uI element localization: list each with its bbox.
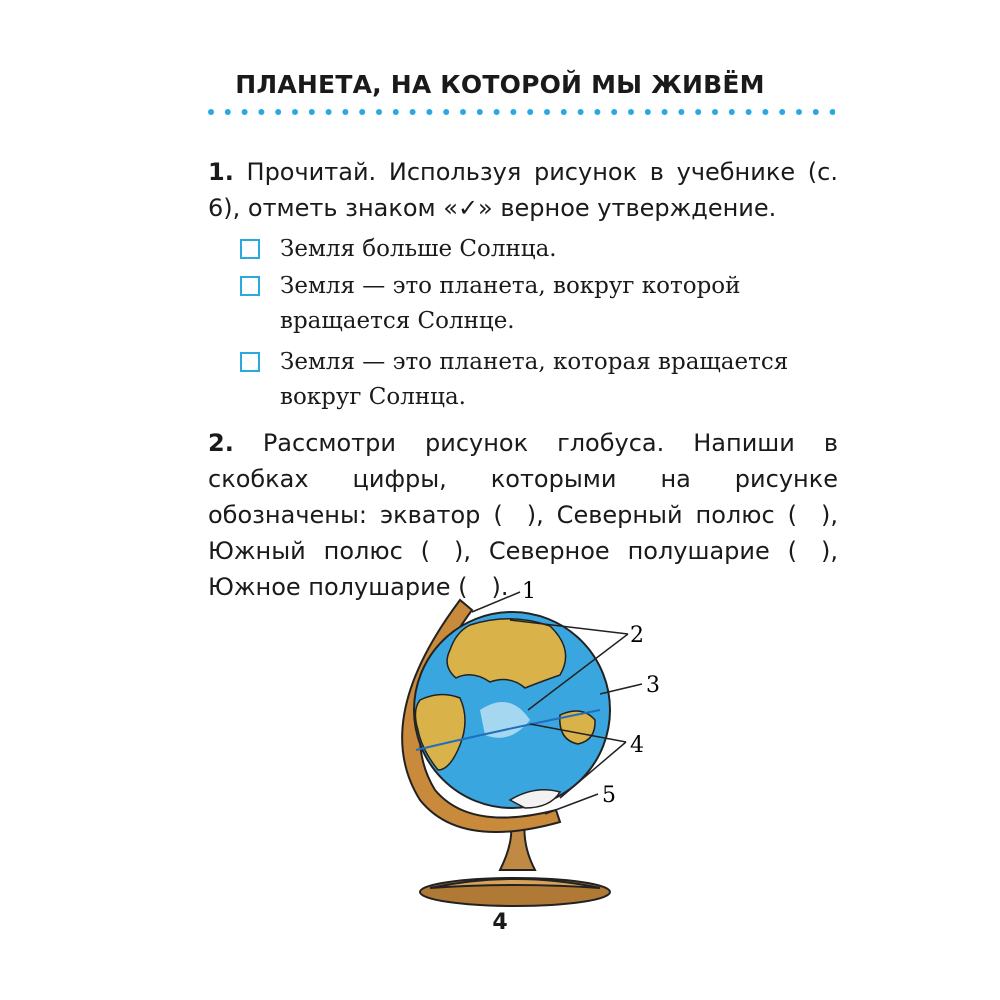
option-2-text: Земля — это планета, вокруг которой вращается Солнце. (280, 273, 741, 334)
option-2 (240, 269, 840, 339)
divider-dot (242, 109, 248, 115)
option-1-text: Земля больше Солнца. (280, 236, 557, 262)
label-1: 1 (522, 579, 536, 604)
globe-illustration (360, 570, 680, 910)
divider-dot (712, 109, 718, 115)
divider-dot (796, 109, 802, 115)
checkbox-option-3[interactable] (240, 352, 260, 372)
divider-dot (561, 109, 567, 115)
task-1-number: 1. (208, 158, 234, 186)
divider-dot (292, 109, 298, 115)
divider-dot (779, 109, 785, 115)
divider-dot (830, 109, 835, 115)
divider-dot (426, 109, 432, 115)
divider-dot (645, 109, 651, 115)
divider-dot (578, 109, 584, 115)
label-3: 3 (646, 673, 660, 698)
divider-dot (510, 109, 516, 115)
task-2-number: 2. (208, 429, 234, 457)
label-4: 4 (630, 733, 644, 758)
divider-dot (275, 109, 281, 115)
checkbox-option-2[interactable] (240, 276, 260, 296)
divider-dot (258, 109, 264, 115)
task-1-text (208, 154, 838, 226)
option-1 (240, 232, 840, 267)
label-5: 5 (602, 783, 616, 808)
divider-dot (695, 109, 701, 115)
divider-dot (729, 109, 735, 115)
divider-dot (393, 109, 399, 115)
divider-dot (477, 109, 483, 115)
divider-dot (746, 109, 752, 115)
divider-dot (410, 109, 416, 115)
task-1-instruction: Прочитай. Используя рисунок в учебнике (с. 6), отметь знаком «✓» верное утверждение. (208, 158, 838, 222)
divider-dot (544, 109, 550, 115)
label-2: 2 (630, 623, 644, 648)
divider-dot (628, 109, 634, 115)
divider-dot (208, 109, 214, 115)
divider-dot (813, 109, 819, 115)
divider-dot (527, 109, 533, 115)
divider-dot (594, 109, 600, 115)
divider-dot (678, 109, 684, 115)
divider-dot (225, 109, 231, 115)
option-3-text: Земля — это планета, которая вращается вокруг Солнца. (280, 349, 789, 410)
divider-dot (326, 109, 332, 115)
divider-dot (460, 109, 466, 115)
divider-dot (309, 109, 315, 115)
divider-dot (494, 109, 500, 115)
page-number: 4 (492, 910, 508, 935)
divider-dot (342, 109, 348, 115)
page-title: ПЛАНЕТА, НА КОТОРОЙ МЫ ЖИВЁМ (235, 70, 765, 99)
divider-dot (359, 109, 365, 115)
task-2-instruction: Рассмотри рисунок глобуса. Напиши в скобках цифры, которыми на рисунке обозначены: экватор ( ), Северный полюс ( ), Южный полюс ( ), Северное полушарие ( ), Южное полушарие ( ). (208, 429, 838, 601)
option-3 (240, 345, 840, 415)
task-1-options (240, 232, 840, 415)
checkbox-option-1[interactable] (240, 239, 260, 259)
divider-dot (376, 109, 382, 115)
dotted-divider (207, 108, 835, 116)
divider-dot (762, 109, 768, 115)
divider-dot (443, 109, 449, 115)
divider-dot (611, 109, 617, 115)
divider-dot (662, 109, 668, 115)
